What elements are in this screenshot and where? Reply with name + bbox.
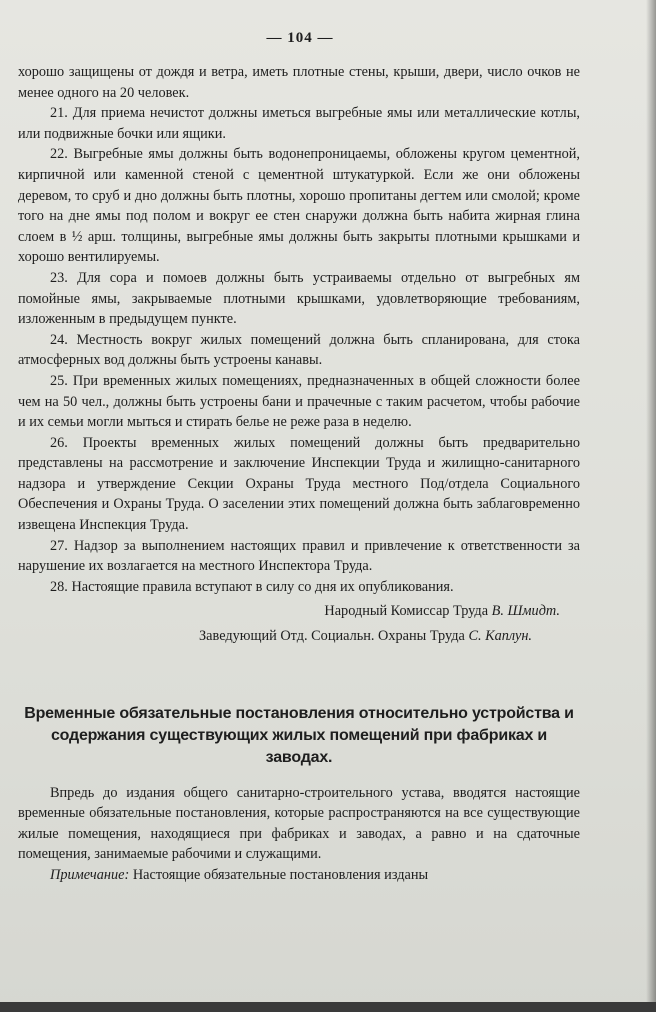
signature-commissar bbox=[18, 601, 580, 622]
note-text: Настоящие обязательные постановления изданы bbox=[132, 867, 429, 883]
paragraph-25: 25. При временных жилых помещениях, предназначенных в общей сложности более чем на 50 чел., должны быть устроены бани и прачечные с таким расчетом, чтобы рабочие и их семьи могли мыться и стирать белье не реже раза в неделю. bbox=[18, 372, 580, 431]
signature-head bbox=[18, 626, 580, 647]
page-edge-shadow bbox=[646, 0, 656, 1012]
signature-title: Заведующий Отд. Социальн. Охраны Труда bbox=[199, 628, 465, 645]
paragraph-22: 22. Выгребные ямы должны быть водонепроницаемы, обложены кругом цементной, кирпичной или каменной стеной с цементной штукатуркой. Если же они обложены деревом, то сруб и дно должны быть плотны, хорошо пропитаны дегтем или смолой; кроме того на дне ямы под полом и вокруг ее стен снаружи должна быть набита жирная глина слоем в ½ арш. толщины, выгребные ямы должны быть закрыты плотными крышками и хорошо вентилируемы. bbox=[18, 146, 580, 266]
paragraph-21: 21. Для приема нечистот должны иметься выгребные ямы или металлические котлы, или подвижные бочки или ящики. bbox=[18, 105, 580, 142]
paragraph-23: 23. Для сора и помоев должны быть устраиваемы отдельно от выгребных ям помойные ямы, закрываемые плотными крышками, удовлетворяющие требованиям, изложенным в предыдущем пункте. bbox=[18, 269, 580, 328]
section-intro: Впредь до издания общего санитарно-строительного устава, вводятся настоящие временные обязательные постановления, которые распространяются на все существующие жилые помещения, находящиеся при фабриках и заводах, а равно и на сдаточные помещения, занимаемые рабочими и служащими. bbox=[18, 784, 580, 863]
note-label: Примечание: bbox=[50, 867, 130, 883]
paragraph-continued: хорошо защищены от дождя и ветра, иметь плотные стены, крыши, двери, число очков не менее одного на 20 человек. bbox=[18, 64, 580, 101]
paragraph-24: 24. Местность вокруг жилых помещений должна быть спланирована, для стока атмосферных вод должны быть устроены канавы. bbox=[18, 331, 580, 369]
paragraph-27: 27. Надзор за выполнением настоящих правил и привлечение к ответственности за нарушение их возлагается на местного Инспектора Труда. bbox=[18, 537, 580, 575]
signature-name: В. Шмидт. bbox=[491, 603, 560, 620]
paragraph-26: 26. Проекты временных жилых помещений должны быть предварительно представлены на рассмотрение и заключение Инспекции Труда и жилищно-санитарного надзора и утверждение Секции Охраны Труда местного Под/отдела Социального Обеспечения и Охраны Труда. О заселении этих помещений должна быть заблаговременно извещена Инспекция Труда. bbox=[18, 434, 580, 534]
page-bottom-edge bbox=[0, 1002, 656, 1012]
section-heading: Временные обязательные постановления относительно устройства и содержания существующих жилых помещений при фабриках и заводах. bbox=[24, 704, 574, 766]
paragraph-28: 28. Настоящие правила вступают в силу со дня их опубликования. bbox=[50, 578, 454, 595]
page-body bbox=[18, 62, 580, 886]
note bbox=[18, 865, 580, 886]
signature-name: С. Каплун. bbox=[468, 628, 532, 645]
signature-title: Народный Комиссар Труда bbox=[324, 603, 489, 620]
page-number: — 104 — bbox=[266, 30, 334, 46]
